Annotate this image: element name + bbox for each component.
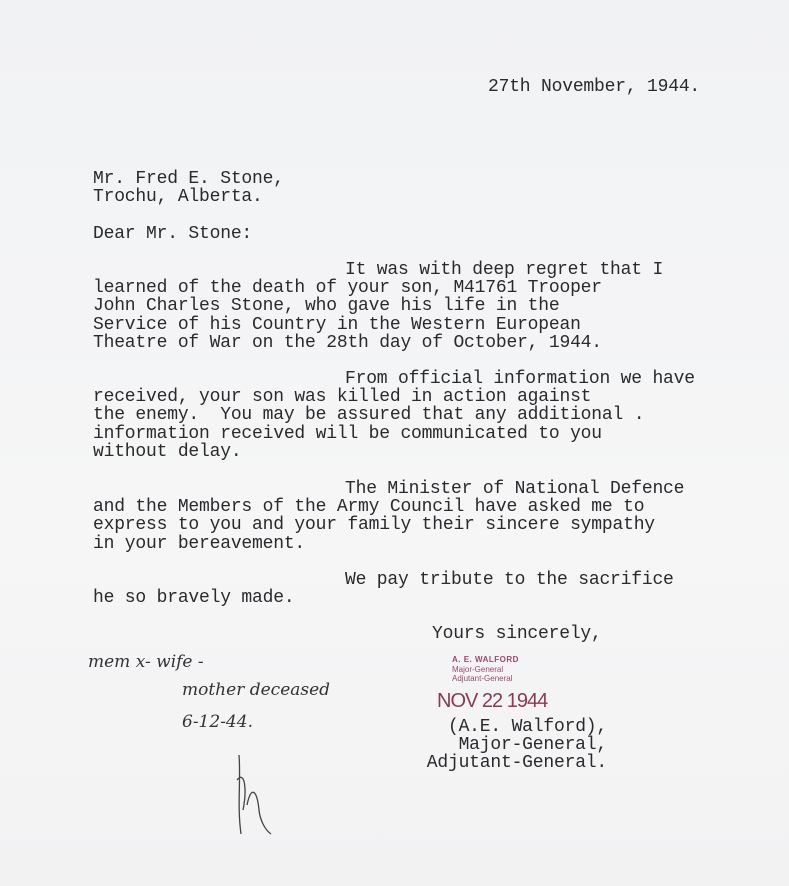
paragraph-line: Service of his Country in the Western European — [93, 314, 581, 335]
handwritten-initials — [225, 750, 285, 840]
handwritten-note: mem x- wife - — [88, 652, 204, 672]
paragraph-line: The Minister of National Defence — [345, 479, 685, 499]
signature-block — [421, 718, 607, 773]
name-stamp — [452, 655, 519, 684]
paragraph-line: John Charles Stone, who gave his life in the — [93, 296, 560, 317]
paragraph-line: Theatre of War on the 28th day of October, 1944. — [93, 332, 602, 353]
stamp-line: A. E. WALFORD — [452, 655, 519, 664]
address-line: Mr. Fred E. Stone, — [93, 169, 284, 189]
closing: Yours sincerely, — [432, 624, 602, 644]
address-line: Trochu, Alberta. — [93, 187, 263, 208]
paragraph-line: in your bereavement. — [93, 533, 306, 554]
paragraph-line: From official information we have — [345, 369, 695, 389]
paragraph-1 — [93, 261, 663, 352]
date-stamp: NOV 22 1944 — [437, 690, 548, 712]
paragraph-line: express to you and your family their sincere sympathy — [93, 515, 655, 536]
stamp-line: Major-General — [452, 664, 504, 674]
paragraph-line: and the Members of the Army Council have asked me to — [93, 497, 645, 518]
letter-date: 27th November, 1944. — [488, 77, 701, 97]
paragraph-2 — [93, 370, 695, 461]
handwritten-note: 6-12-44. — [182, 712, 253, 732]
paragraph-line: It was with deep regret that I — [345, 260, 664, 280]
signature-title: Adjutant-General. — [426, 753, 607, 774]
handwritten-note: mother deceased — [182, 680, 331, 700]
salutation: Dear Mr. Stone: — [93, 224, 253, 244]
paragraph-3 — [93, 480, 684, 553]
paragraph-line: learned of the death of your son, M41761 Trooper — [93, 278, 602, 299]
recipient-address — [93, 170, 284, 206]
paragraph-line: We pay tribute to the sacrifice — [345, 570, 674, 590]
signature-name: (A.E. Walford), — [447, 717, 607, 737]
paragraph-line: information received will be communicated to you — [93, 423, 602, 444]
paragraph-line: without delay. — [93, 441, 242, 462]
paragraph-line: received, your son was killed in action against — [93, 387, 592, 408]
stamp-line: Adjutant-General — [452, 674, 513, 683]
signature-rank: Major-General, — [458, 735, 607, 756]
paragraph-line: he so bravely made. — [93, 588, 295, 609]
paragraph-4 — [93, 571, 674, 607]
paragraph-line: the enemy. You may be assured that any additional . — [93, 405, 645, 426]
